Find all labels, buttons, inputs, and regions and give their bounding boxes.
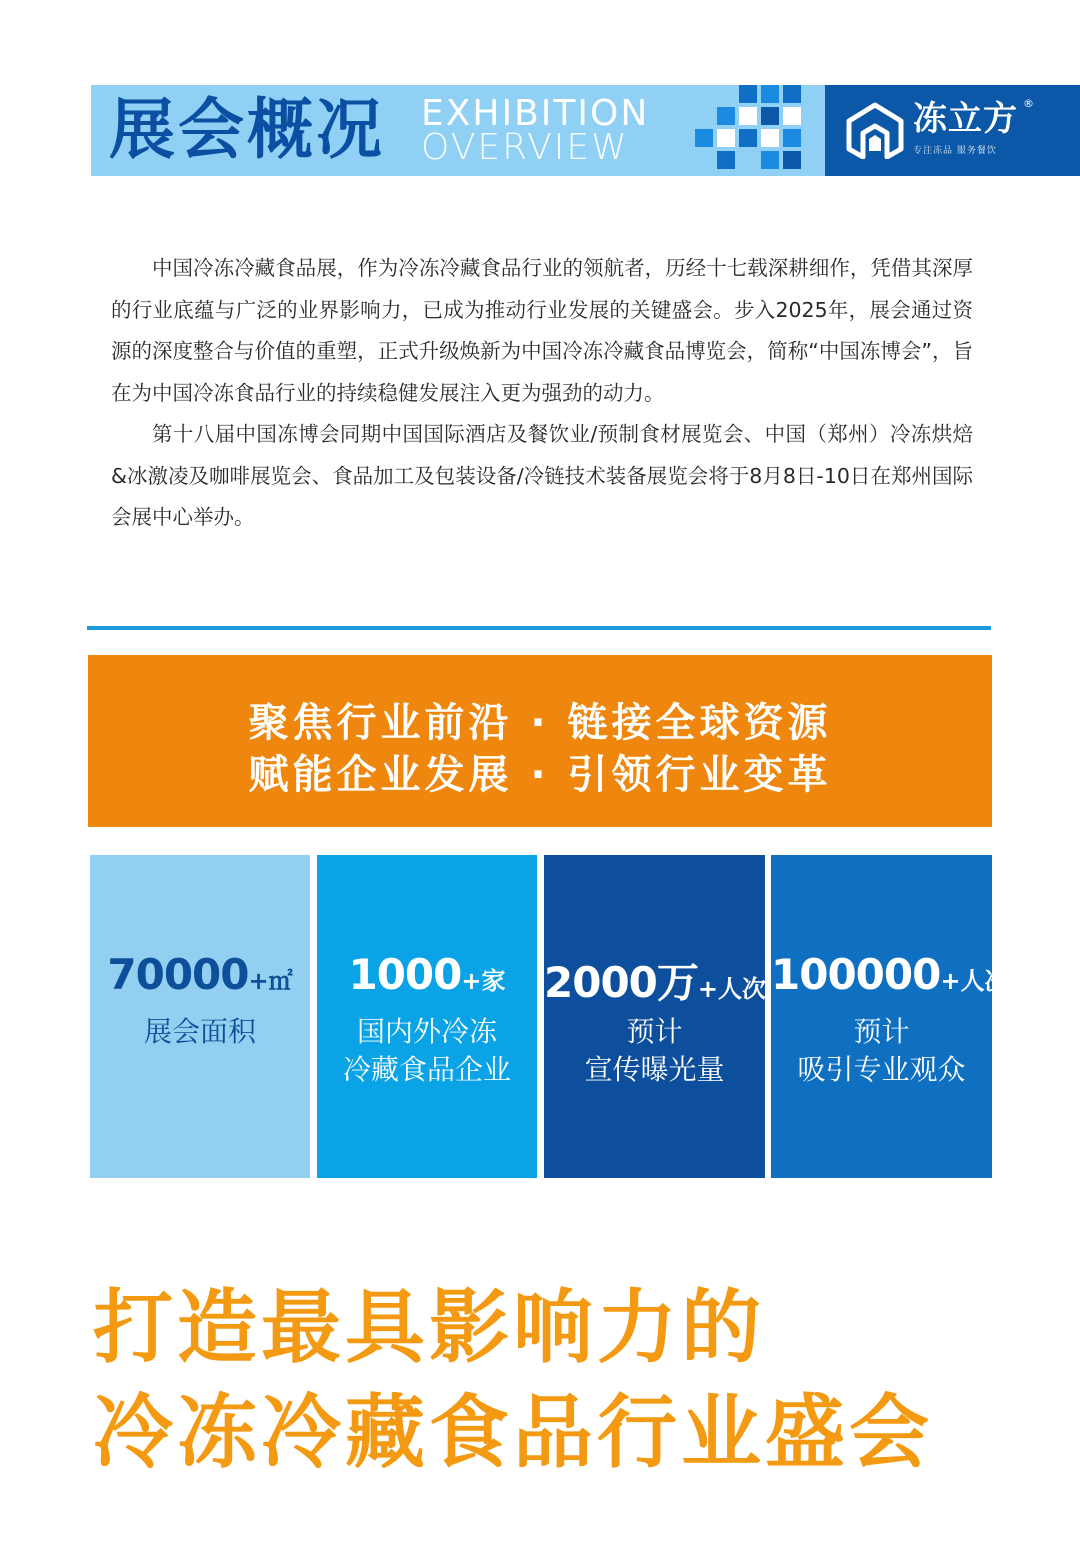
stat-tile-exposure — [544, 855, 765, 1178]
stat-number: 100000 — [771, 950, 941, 999]
stat-unit: +㎡ — [248, 967, 293, 995]
section-title: 展会概况 — [109, 91, 385, 168]
brand-registered-mark: ® — [1023, 97, 1034, 110]
stat-number: 70000 — [107, 950, 249, 999]
stat-desc-line1: 国内外冷冻 — [356, 1015, 497, 1048]
slogan-line-2: 赋能企业发展 · 引领行业变革 — [248, 752, 832, 798]
stat-unit: +人次 — [697, 975, 767, 1003]
stat-unit: +人次 — [940, 967, 1009, 995]
slogan-line-1: 聚焦行业前沿 · 链接全球资源 — [248, 700, 832, 746]
section-header-banner — [91, 85, 1080, 176]
stat-tile-visitors — [771, 855, 1009, 1178]
stat-description — [771, 1013, 992, 1089]
title-en-line2: OVERVIEW — [421, 127, 629, 168]
stat-description — [90, 1013, 310, 1051]
stat-value — [90, 950, 310, 999]
stat-desc-line1: 展会面积 — [143, 1015, 256, 1048]
pixel-mosaic-decoration — [689, 85, 819, 176]
stat-desc-line2: 吸引专业观众 — [797, 1053, 966, 1086]
section-title-english — [421, 93, 650, 168]
stat-desc-line2: 宣传曝光量 — [584, 1053, 725, 1086]
stat-desc-line1: 预计 — [853, 1015, 910, 1048]
slogan-box — [88, 655, 992, 827]
stat-unit: +家 — [461, 967, 506, 995]
stat-tile-exhibitors — [317, 855, 537, 1178]
intro-paragraph-2: 第十八届中国冻博会同期中国国际酒店及餐饮业/预制食材展览会、中国（郑州）冷冻烘焙&冰激凌及咖啡展览会、食品加工及包装设备/冷链技术装备展览会将于8月8日-10日在郑州国际会展中心举办。 — [111, 422, 973, 529]
headline-line-2: 冷冻冷藏食品行业盛会 — [93, 1386, 933, 1479]
stat-description — [317, 1013, 537, 1089]
stat-value — [317, 950, 537, 999]
stat-desc-line1: 预计 — [626, 1015, 683, 1048]
divider-line — [87, 626, 991, 630]
stat-description — [544, 1013, 765, 1089]
stat-desc-line2: 冷藏食品企业 — [342, 1053, 511, 1086]
stat-number: 2000万 — [544, 958, 698, 1007]
intro-text — [111, 248, 973, 539]
stat-number: 1000 — [348, 950, 462, 999]
headline-line-1: 打造最具影响力的 — [93, 1281, 765, 1374]
brand-panel — [825, 85, 1080, 176]
intro-paragraph-1: 中国冷冻冷藏食品展，作为冷冻冷藏食品行业的领航者，历经十七载深耕细作，凭借其深厚的行业底蕴与广泛的业界影响力，已成为推动行业发展的关键盛会。步入2025年，展会通过资源的深度整合与价值的重塑，正式升级焕新为中国冷冻冷藏食品博览会，简称“中国冻博会”，旨在为中国冷冻食品行业的持续稳健发展注入更为强劲的动力。 — [111, 256, 973, 405]
title-en-line1: EXHIBITION — [421, 93, 650, 134]
stat-value — [544, 950, 765, 1010]
brand-name: 冻立方 — [913, 99, 1018, 139]
stat-tile-area — [90, 855, 310, 1178]
brand-slogan: 专注冻品 服务餐饮 — [913, 146, 997, 156]
stat-value — [771, 950, 1009, 999]
brand-logo-icon — [843, 99, 907, 159]
